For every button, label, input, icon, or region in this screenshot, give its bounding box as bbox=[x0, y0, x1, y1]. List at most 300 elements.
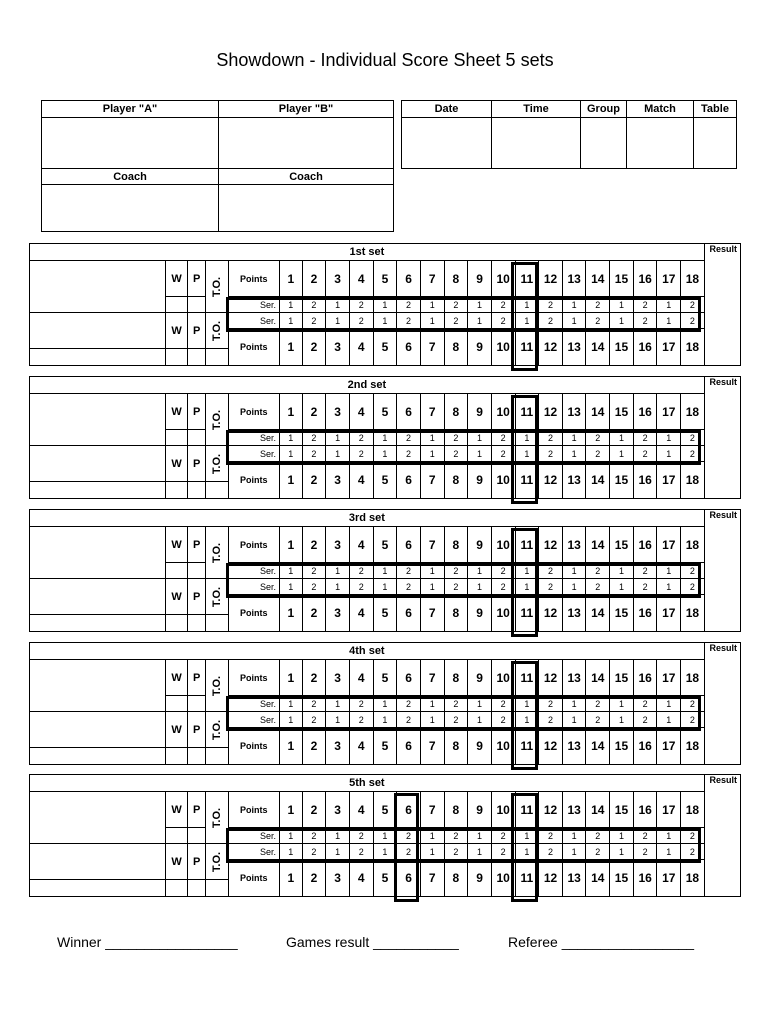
serve-cell[interactable]: 1 bbox=[610, 313, 634, 329]
serve-cell[interactable]: 1 bbox=[657, 446, 681, 462]
point-cell[interactable]: 5 bbox=[373, 329, 397, 366]
point-cell[interactable]: 4 bbox=[349, 595, 373, 632]
w-cell[interactable] bbox=[165, 349, 188, 366]
player-b-name-cell[interactable] bbox=[30, 579, 166, 615]
serve-cell[interactable]: 1 bbox=[326, 712, 350, 728]
point-cell[interactable]: 4 bbox=[349, 728, 373, 765]
point-cell[interactable]: 9 bbox=[468, 728, 492, 765]
player-b-name-cell[interactable] bbox=[30, 446, 166, 482]
serve-cell[interactable]: 2 bbox=[539, 446, 563, 462]
serve-cell[interactable]: 1 bbox=[657, 696, 681, 712]
serve-cell[interactable]: 1 bbox=[279, 712, 302, 728]
serve-cell[interactable]: 1 bbox=[468, 844, 492, 860]
point-cell[interactable]: 7 bbox=[420, 728, 444, 765]
w-cell[interactable] bbox=[165, 615, 188, 632]
point-cell[interactable]: 5 bbox=[373, 527, 397, 563]
serve-cell[interactable]: 1 bbox=[373, 563, 397, 579]
point-cell[interactable]: 3 bbox=[326, 329, 350, 366]
serve-cell[interactable]: 2 bbox=[681, 313, 705, 329]
serve-cell[interactable]: 2 bbox=[302, 579, 326, 595]
serve-cell[interactable]: 2 bbox=[539, 313, 563, 329]
point-cell[interactable]: 1 bbox=[279, 595, 302, 632]
point-cell[interactable]: 7 bbox=[420, 792, 444, 828]
point-cell[interactable]: 10 bbox=[491, 394, 515, 430]
point-cell[interactable]: 6 bbox=[397, 660, 421, 696]
serve-cell[interactable]: 2 bbox=[491, 446, 515, 462]
serve-cell[interactable]: 2 bbox=[397, 828, 421, 844]
serve-cell[interactable]: 2 bbox=[633, 430, 657, 446]
point-cell[interactable]: 13 bbox=[562, 595, 586, 632]
serve-cell[interactable]: 1 bbox=[279, 696, 302, 712]
serve-cell[interactable]: 2 bbox=[444, 579, 468, 595]
serve-cell[interactable]: 2 bbox=[539, 696, 563, 712]
serve-cell[interactable]: 2 bbox=[397, 844, 421, 860]
serve-cell[interactable]: 1 bbox=[562, 696, 586, 712]
point-cell[interactable]: 2 bbox=[302, 792, 326, 828]
point-cell[interactable]: 4 bbox=[349, 527, 373, 563]
point-cell[interactable]: 16 bbox=[633, 462, 657, 499]
point-cell[interactable]: 7 bbox=[420, 860, 444, 897]
point-cell[interactable]: 13 bbox=[562, 462, 586, 499]
point-cell[interactable]: 7 bbox=[420, 462, 444, 499]
p-cell[interactable] bbox=[188, 748, 205, 765]
point-cell[interactable]: 9 bbox=[468, 860, 492, 897]
serve-cell[interactable]: 1 bbox=[657, 297, 681, 313]
point-cell[interactable]: 14 bbox=[586, 595, 610, 632]
player-b-name-cell[interactable] bbox=[30, 844, 166, 880]
serve-cell[interactable]: 2 bbox=[681, 430, 705, 446]
point-cell[interactable]: 16 bbox=[633, 527, 657, 563]
point-cell[interactable]: 10 bbox=[491, 261, 515, 297]
point-cell[interactable]: 8 bbox=[444, 261, 468, 297]
player-b-extra-cell[interactable] bbox=[30, 880, 166, 897]
point-cell[interactable]: 8 bbox=[444, 860, 468, 897]
point-cell[interactable]: 5 bbox=[373, 595, 397, 632]
referee-field[interactable]: Referee _________________ bbox=[508, 934, 695, 950]
point-cell[interactable]: 16 bbox=[633, 595, 657, 632]
serve-cell[interactable]: 1 bbox=[515, 828, 539, 844]
serve-cell[interactable]: 1 bbox=[326, 297, 350, 313]
serve-cell[interactable]: 2 bbox=[302, 446, 326, 462]
point-cell[interactable]: 18 bbox=[681, 595, 705, 632]
serve-cell[interactable]: 2 bbox=[349, 313, 373, 329]
serve-cell[interactable]: 1 bbox=[515, 446, 539, 462]
serve-cell[interactable]: 1 bbox=[562, 844, 586, 860]
point-cell[interactable]: 14 bbox=[586, 660, 610, 696]
serve-cell[interactable]: 2 bbox=[444, 696, 468, 712]
point-cell[interactable]: 12 bbox=[539, 728, 563, 765]
point-cell[interactable]: 11 bbox=[515, 860, 539, 897]
point-cell[interactable]: 4 bbox=[349, 329, 373, 366]
serve-cell[interactable]: 2 bbox=[539, 828, 563, 844]
serve-cell[interactable]: 1 bbox=[279, 313, 302, 329]
serve-cell[interactable]: 2 bbox=[586, 828, 610, 844]
point-cell[interactable]: 7 bbox=[420, 394, 444, 430]
serve-cell[interactable]: 2 bbox=[349, 579, 373, 595]
point-cell[interactable]: 7 bbox=[420, 595, 444, 632]
serve-cell[interactable]: 1 bbox=[657, 712, 681, 728]
point-cell[interactable]: 8 bbox=[444, 394, 468, 430]
serve-cell[interactable]: 2 bbox=[539, 579, 563, 595]
serve-cell[interactable]: 2 bbox=[302, 563, 326, 579]
point-cell[interactable]: 2 bbox=[302, 527, 326, 563]
point-cell[interactable]: 7 bbox=[420, 329, 444, 366]
point-cell[interactable]: 10 bbox=[491, 728, 515, 765]
point-cell[interactable]: 2 bbox=[302, 261, 326, 297]
serve-cell[interactable]: 2 bbox=[633, 712, 657, 728]
point-cell[interactable]: 14 bbox=[586, 261, 610, 297]
serve-cell[interactable]: 2 bbox=[586, 844, 610, 860]
serve-cell[interactable]: 2 bbox=[586, 313, 610, 329]
to-cell[interactable] bbox=[205, 615, 228, 632]
serve-cell[interactable]: 1 bbox=[373, 313, 397, 329]
serve-cell[interactable]: 2 bbox=[681, 828, 705, 844]
point-cell[interactable]: 16 bbox=[633, 792, 657, 828]
serve-cell[interactable]: 1 bbox=[468, 563, 492, 579]
serve-cell[interactable]: 2 bbox=[633, 844, 657, 860]
point-cell[interactable]: 4 bbox=[349, 462, 373, 499]
coach-b-field[interactable] bbox=[219, 185, 394, 232]
point-cell[interactable]: 10 bbox=[491, 329, 515, 366]
point-cell[interactable]: 12 bbox=[539, 462, 563, 499]
serve-cell[interactable]: 1 bbox=[562, 297, 586, 313]
point-cell[interactable]: 4 bbox=[349, 394, 373, 430]
point-cell[interactable]: 11 bbox=[515, 261, 539, 297]
serve-cell[interactable]: 2 bbox=[444, 828, 468, 844]
serve-cell[interactable]: 1 bbox=[515, 579, 539, 595]
serve-cell[interactable]: 1 bbox=[326, 563, 350, 579]
point-cell[interactable]: 15 bbox=[610, 329, 634, 366]
serve-cell[interactable]: 1 bbox=[468, 828, 492, 844]
serve-cell[interactable]: 2 bbox=[539, 297, 563, 313]
p-cell[interactable] bbox=[188, 297, 205, 313]
point-cell[interactable]: 14 bbox=[586, 462, 610, 499]
serve-cell[interactable]: 2 bbox=[681, 579, 705, 595]
point-cell[interactable]: 17 bbox=[657, 860, 681, 897]
point-cell[interactable]: 8 bbox=[444, 527, 468, 563]
point-cell[interactable]: 17 bbox=[657, 462, 681, 499]
serve-cell[interactable]: 1 bbox=[373, 297, 397, 313]
point-cell[interactable]: 6 bbox=[397, 595, 421, 632]
serve-cell[interactable]: 2 bbox=[349, 446, 373, 462]
serve-cell[interactable]: 2 bbox=[633, 297, 657, 313]
p-cell[interactable] bbox=[188, 563, 205, 579]
point-cell[interactable]: 4 bbox=[349, 792, 373, 828]
player-a-name-cell[interactable] bbox=[30, 394, 166, 446]
serve-cell[interactable]: 2 bbox=[302, 712, 326, 728]
serve-cell[interactable]: 2 bbox=[302, 828, 326, 844]
serve-cell[interactable]: 1 bbox=[468, 696, 492, 712]
serve-cell[interactable]: 2 bbox=[633, 563, 657, 579]
serve-cell[interactable]: 1 bbox=[279, 828, 302, 844]
serve-cell[interactable]: 2 bbox=[491, 844, 515, 860]
serve-cell[interactable]: 1 bbox=[279, 579, 302, 595]
player-b-extra-cell[interactable] bbox=[30, 615, 166, 632]
point-cell[interactable]: 8 bbox=[444, 660, 468, 696]
point-cell[interactable]: 9 bbox=[468, 261, 492, 297]
point-cell[interactable]: 8 bbox=[444, 792, 468, 828]
serve-cell[interactable]: 2 bbox=[586, 297, 610, 313]
serve-cell[interactable]: 1 bbox=[326, 313, 350, 329]
games-result-field[interactable]: Games result ___________ bbox=[286, 934, 459, 950]
group-field[interactable] bbox=[581, 118, 627, 169]
point-cell[interactable]: 12 bbox=[539, 860, 563, 897]
player-b-field[interactable] bbox=[219, 118, 394, 169]
point-cell[interactable]: 4 bbox=[349, 860, 373, 897]
point-cell[interactable]: 14 bbox=[586, 329, 610, 366]
serve-cell[interactable]: 1 bbox=[562, 563, 586, 579]
serve-cell[interactable]: 1 bbox=[420, 297, 444, 313]
result-cell[interactable] bbox=[704, 244, 740, 366]
serve-cell[interactable]: 2 bbox=[444, 297, 468, 313]
point-cell[interactable]: 13 bbox=[562, 860, 586, 897]
serve-cell[interactable]: 1 bbox=[468, 712, 492, 728]
serve-cell[interactable]: 2 bbox=[586, 446, 610, 462]
serve-cell[interactable]: 2 bbox=[444, 563, 468, 579]
point-cell[interactable]: 3 bbox=[326, 462, 350, 499]
w-cell[interactable] bbox=[165, 828, 188, 844]
serve-cell[interactable]: 2 bbox=[349, 297, 373, 313]
point-cell[interactable]: 16 bbox=[633, 261, 657, 297]
serve-cell[interactable]: 1 bbox=[515, 712, 539, 728]
point-cell[interactable]: 13 bbox=[562, 792, 586, 828]
serve-cell[interactable]: 2 bbox=[444, 446, 468, 462]
point-cell[interactable]: 1 bbox=[279, 462, 302, 499]
serve-cell[interactable]: 1 bbox=[279, 563, 302, 579]
point-cell[interactable]: 17 bbox=[657, 792, 681, 828]
serve-cell[interactable]: 2 bbox=[491, 828, 515, 844]
serve-cell[interactable]: 1 bbox=[515, 430, 539, 446]
serve-cell[interactable]: 1 bbox=[610, 828, 634, 844]
point-cell[interactable]: 14 bbox=[586, 394, 610, 430]
serve-cell[interactable]: 2 bbox=[349, 563, 373, 579]
serve-cell[interactable]: 2 bbox=[491, 430, 515, 446]
serve-cell[interactable]: 2 bbox=[397, 563, 421, 579]
point-cell[interactable]: 10 bbox=[491, 462, 515, 499]
serve-cell[interactable]: 1 bbox=[610, 712, 634, 728]
serve-cell[interactable]: 1 bbox=[562, 712, 586, 728]
point-cell[interactable]: 8 bbox=[444, 329, 468, 366]
serve-cell[interactable]: 1 bbox=[326, 446, 350, 462]
point-cell[interactable]: 5 bbox=[373, 462, 397, 499]
point-cell[interactable]: 15 bbox=[610, 595, 634, 632]
serve-cell[interactable]: 1 bbox=[279, 446, 302, 462]
serve-cell[interactable]: 1 bbox=[420, 446, 444, 462]
serve-cell[interactable]: 1 bbox=[279, 844, 302, 860]
serve-cell[interactable]: 2 bbox=[302, 297, 326, 313]
point-cell[interactable]: 2 bbox=[302, 394, 326, 430]
serve-cell[interactable]: 2 bbox=[397, 446, 421, 462]
point-cell[interactable]: 8 bbox=[444, 595, 468, 632]
point-cell[interactable]: 8 bbox=[444, 728, 468, 765]
serve-cell[interactable]: 2 bbox=[349, 828, 373, 844]
point-cell[interactable]: 12 bbox=[539, 595, 563, 632]
serve-cell[interactable]: 1 bbox=[468, 313, 492, 329]
point-cell[interactable]: 18 bbox=[681, 261, 705, 297]
point-cell[interactable]: 1 bbox=[279, 329, 302, 366]
serve-cell[interactable]: 1 bbox=[373, 446, 397, 462]
serve-cell[interactable]: 2 bbox=[633, 313, 657, 329]
serve-cell[interactable]: 2 bbox=[586, 579, 610, 595]
point-cell[interactable]: 3 bbox=[326, 394, 350, 430]
serve-cell[interactable]: 2 bbox=[539, 430, 563, 446]
serve-cell[interactable]: 1 bbox=[515, 313, 539, 329]
point-cell[interactable]: 9 bbox=[468, 595, 492, 632]
serve-cell[interactable]: 1 bbox=[657, 828, 681, 844]
result-cell[interactable] bbox=[704, 510, 740, 632]
w-cell[interactable] bbox=[165, 880, 188, 897]
serve-cell[interactable]: 1 bbox=[420, 313, 444, 329]
serve-cell[interactable]: 2 bbox=[397, 297, 421, 313]
serve-cell[interactable]: 2 bbox=[444, 844, 468, 860]
serve-cell[interactable]: 2 bbox=[491, 696, 515, 712]
serve-cell[interactable]: 2 bbox=[302, 844, 326, 860]
point-cell[interactable]: 10 bbox=[491, 860, 515, 897]
point-cell[interactable]: 2 bbox=[302, 860, 326, 897]
point-cell[interactable]: 7 bbox=[420, 660, 444, 696]
serve-cell[interactable]: 1 bbox=[515, 563, 539, 579]
serve-cell[interactable]: 1 bbox=[657, 313, 681, 329]
serve-cell[interactable]: 2 bbox=[397, 712, 421, 728]
point-cell[interactable]: 18 bbox=[681, 462, 705, 499]
serve-cell[interactable]: 1 bbox=[562, 828, 586, 844]
point-cell[interactable]: 3 bbox=[326, 261, 350, 297]
result-cell[interactable] bbox=[704, 775, 740, 897]
serve-cell[interactable]: 1 bbox=[420, 579, 444, 595]
serve-cell[interactable]: 2 bbox=[397, 430, 421, 446]
serve-cell[interactable]: 2 bbox=[397, 696, 421, 712]
point-cell[interactable]: 17 bbox=[657, 329, 681, 366]
serve-cell[interactable]: 1 bbox=[515, 844, 539, 860]
serve-cell[interactable]: 1 bbox=[657, 430, 681, 446]
point-cell[interactable]: 17 bbox=[657, 728, 681, 765]
serve-cell[interactable]: 1 bbox=[373, 712, 397, 728]
serve-cell[interactable]: 2 bbox=[302, 430, 326, 446]
point-cell[interactable]: 6 bbox=[397, 261, 421, 297]
serve-cell[interactable]: 1 bbox=[420, 430, 444, 446]
to-cell[interactable] bbox=[205, 880, 228, 897]
p-cell[interactable] bbox=[188, 880, 205, 897]
serve-cell[interactable]: 2 bbox=[681, 446, 705, 462]
point-cell[interactable]: 1 bbox=[279, 394, 302, 430]
point-cell[interactable]: 15 bbox=[610, 394, 634, 430]
player-a-name-cell[interactable] bbox=[30, 792, 166, 844]
player-b-extra-cell[interactable] bbox=[30, 748, 166, 765]
serve-cell[interactable]: 2 bbox=[681, 297, 705, 313]
point-cell[interactable]: 11 bbox=[515, 462, 539, 499]
point-cell[interactable]: 7 bbox=[420, 261, 444, 297]
point-cell[interactable]: 17 bbox=[657, 261, 681, 297]
player-b-name-cell[interactable] bbox=[30, 313, 166, 349]
w-cell[interactable] bbox=[165, 482, 188, 499]
point-cell[interactable]: 13 bbox=[562, 527, 586, 563]
player-a-name-cell[interactable] bbox=[30, 660, 166, 712]
point-cell[interactable]: 16 bbox=[633, 329, 657, 366]
point-cell[interactable]: 9 bbox=[468, 329, 492, 366]
serve-cell[interactable]: 1 bbox=[373, 430, 397, 446]
serve-cell[interactable]: 2 bbox=[681, 712, 705, 728]
serve-cell[interactable]: 1 bbox=[326, 828, 350, 844]
serve-cell[interactable]: 2 bbox=[633, 579, 657, 595]
point-cell[interactable]: 5 bbox=[373, 394, 397, 430]
p-cell[interactable] bbox=[188, 430, 205, 446]
w-cell[interactable] bbox=[165, 748, 188, 765]
serve-cell[interactable]: 1 bbox=[610, 563, 634, 579]
point-cell[interactable]: 1 bbox=[279, 527, 302, 563]
point-cell[interactable]: 5 bbox=[373, 261, 397, 297]
point-cell[interactable]: 11 bbox=[515, 728, 539, 765]
point-cell[interactable]: 16 bbox=[633, 660, 657, 696]
serve-cell[interactable]: 1 bbox=[468, 297, 492, 313]
serve-cell[interactable]: 2 bbox=[681, 563, 705, 579]
point-cell[interactable]: 9 bbox=[468, 792, 492, 828]
point-cell[interactable]: 5 bbox=[373, 792, 397, 828]
serve-cell[interactable]: 1 bbox=[657, 563, 681, 579]
player-b-extra-cell[interactable] bbox=[30, 349, 166, 366]
winner-field[interactable]: Winner _________________ bbox=[57, 934, 238, 950]
serve-cell[interactable]: 1 bbox=[610, 430, 634, 446]
serve-cell[interactable]: 1 bbox=[562, 446, 586, 462]
point-cell[interactable]: 15 bbox=[610, 860, 634, 897]
serve-cell[interactable]: 1 bbox=[468, 430, 492, 446]
point-cell[interactable]: 2 bbox=[302, 595, 326, 632]
match-field[interactable] bbox=[627, 118, 694, 169]
point-cell[interactable]: 10 bbox=[491, 595, 515, 632]
point-cell[interactable]: 2 bbox=[302, 462, 326, 499]
serve-cell[interactable]: 2 bbox=[586, 712, 610, 728]
point-cell[interactable]: 11 bbox=[515, 394, 539, 430]
point-cell[interactable]: 18 bbox=[681, 329, 705, 366]
point-cell[interactable]: 13 bbox=[562, 728, 586, 765]
serve-cell[interactable]: 2 bbox=[349, 844, 373, 860]
result-cell[interactable] bbox=[704, 377, 740, 499]
point-cell[interactable]: 16 bbox=[633, 860, 657, 897]
point-cell[interactable]: 9 bbox=[468, 660, 492, 696]
point-cell[interactable]: 3 bbox=[326, 792, 350, 828]
w-cell[interactable] bbox=[165, 563, 188, 579]
serve-cell[interactable]: 2 bbox=[349, 696, 373, 712]
point-cell[interactable]: 18 bbox=[681, 728, 705, 765]
serve-cell[interactable]: 2 bbox=[539, 712, 563, 728]
point-cell[interactable]: 9 bbox=[468, 462, 492, 499]
serve-cell[interactable]: 1 bbox=[657, 579, 681, 595]
point-cell[interactable]: 1 bbox=[279, 660, 302, 696]
point-cell[interactable]: 17 bbox=[657, 527, 681, 563]
serve-cell[interactable]: 2 bbox=[444, 430, 468, 446]
p-cell[interactable] bbox=[188, 828, 205, 844]
serve-cell[interactable]: 2 bbox=[302, 696, 326, 712]
point-cell[interactable]: 14 bbox=[586, 527, 610, 563]
serve-cell[interactable]: 1 bbox=[279, 297, 302, 313]
serve-cell[interactable]: 1 bbox=[610, 446, 634, 462]
point-cell[interactable]: 5 bbox=[373, 728, 397, 765]
table-field[interactable] bbox=[694, 118, 737, 169]
point-cell[interactable]: 18 bbox=[681, 394, 705, 430]
point-cell[interactable]: 12 bbox=[539, 394, 563, 430]
player-a-field[interactable] bbox=[42, 118, 219, 169]
serve-cell[interactable]: 1 bbox=[420, 712, 444, 728]
point-cell[interactable]: 16 bbox=[633, 394, 657, 430]
time-field[interactable] bbox=[492, 118, 581, 169]
point-cell[interactable]: 10 bbox=[491, 792, 515, 828]
serve-cell[interactable]: 1 bbox=[562, 579, 586, 595]
point-cell[interactable]: 14 bbox=[586, 728, 610, 765]
point-cell[interactable]: 9 bbox=[468, 527, 492, 563]
point-cell[interactable]: 8 bbox=[444, 462, 468, 499]
serve-cell[interactable]: 1 bbox=[326, 844, 350, 860]
point-cell[interactable]: 1 bbox=[279, 261, 302, 297]
point-cell[interactable]: 3 bbox=[326, 728, 350, 765]
